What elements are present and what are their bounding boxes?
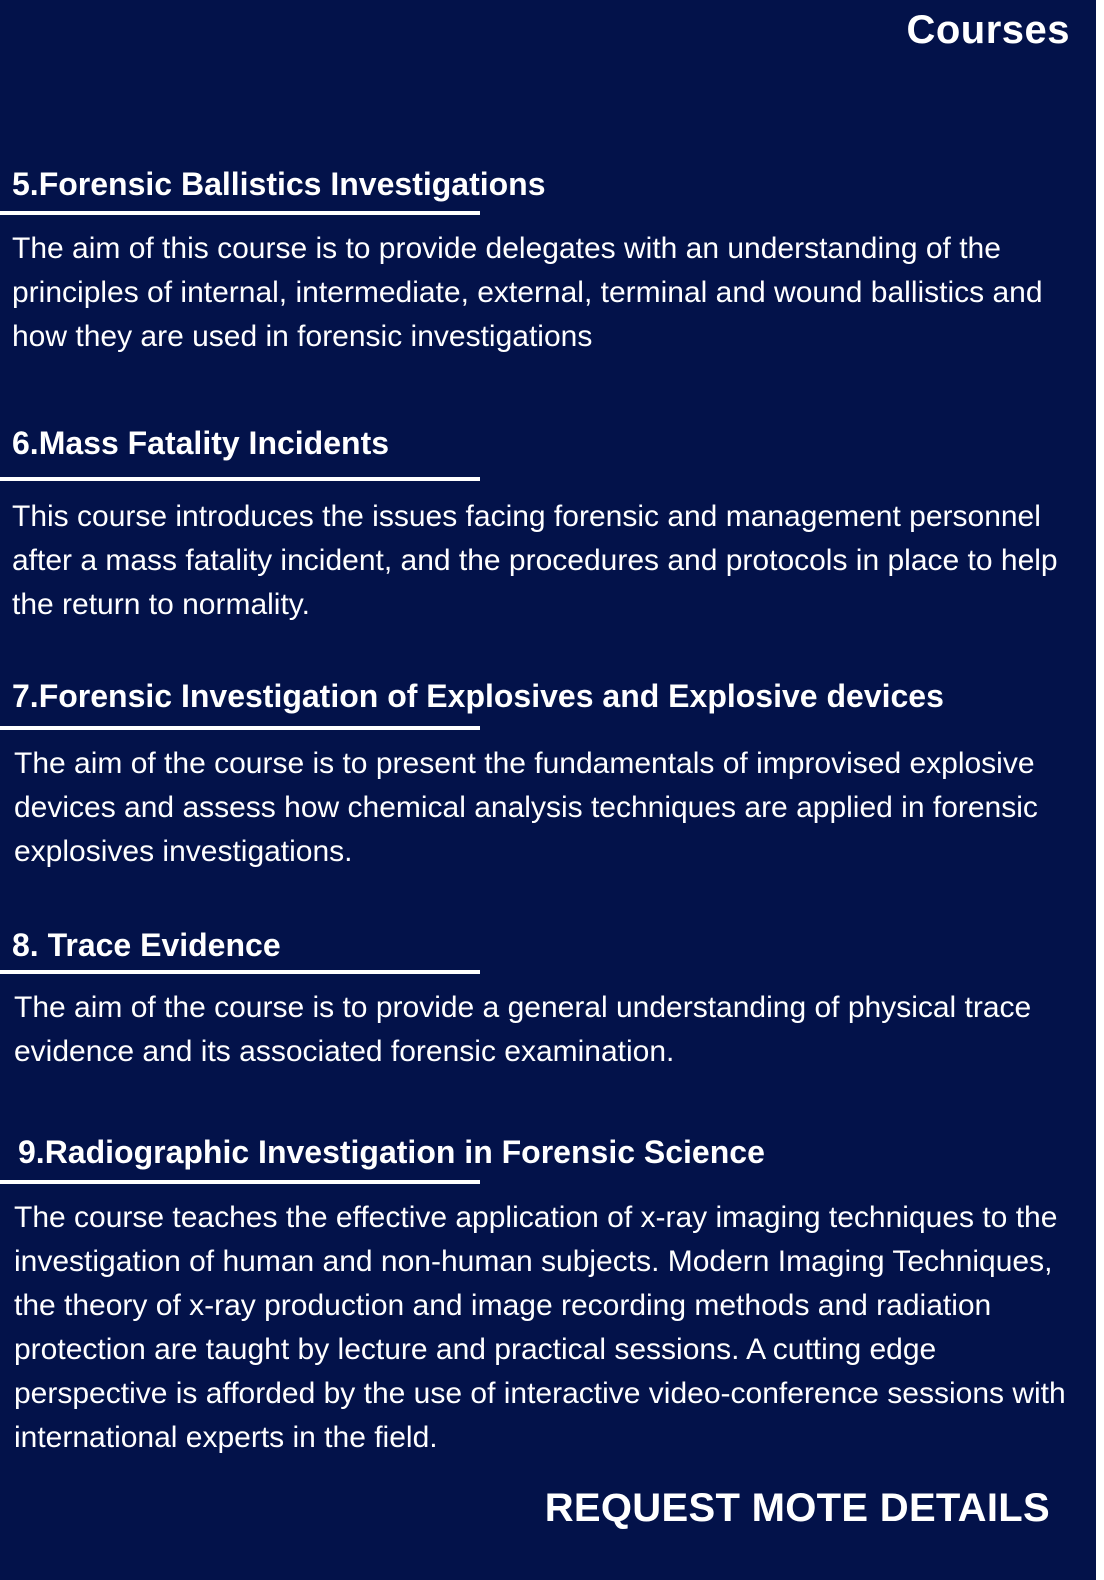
course-description: The course teaches the effective application of x-ray imaging techniques to the investigation of human and non-human subjects. Modern Imaging Techniques, the theory of x-ray production and image recording methods and radiation protection are taught by lecture and practical sessions. A cutting edge perspective is afforded by the use of interactive video-conference sessions with international experts in the field. <box>14 1201 1066 1454</box>
course-description: The aim of this course is to provide delegates with an understanding of the principles of internal, intermediate, external, terminal and wound ballistics and how they are used in forensic investigations <box>12 232 1043 353</box>
course-title: 8. Trace Evidence <box>12 927 281 963</box>
course-section-trace-evidence <box>0 925 1096 1074</box>
course-title: 9.Radiographic Investigation in Forensic Science <box>18 1134 765 1170</box>
course-section-radiographic <box>0 1132 1096 1460</box>
course-title: 5.Forensic Ballistics Investigations <box>12 166 546 202</box>
course-title: 7.Forensic Investigation of Explosives and Explosive devices <box>12 678 944 714</box>
course-section-explosives <box>0 676 1096 874</box>
title-underline <box>0 726 480 730</box>
course-section-mass-fatality <box>0 423 1096 627</box>
request-more-details-button[interactable]: REQUEST MOTE DETAILS <box>544 1486 1050 1530</box>
course-title: 6.Mass Fatality Incidents <box>12 425 390 461</box>
page-title: Courses <box>906 8 1070 52</box>
title-underline <box>0 211 480 215</box>
title-underline <box>0 477 480 481</box>
course-description: The aim of the course is to present the fundamentals of improvised explosive devices and assess how chemical analysis techniques are applied in forensic explosives investigations. <box>14 747 1038 868</box>
course-section-ballistics <box>0 164 1096 359</box>
course-description: This course introduces the issues facing forensic and management personnel after a mass fatality incident, and the procedures and protocols in place to help the return to normality. <box>12 500 1058 621</box>
course-description: The aim of the course is to provide a general understanding of physical trace evidence and its associated forensic examination. <box>14 991 1032 1068</box>
title-underline <box>0 1180 480 1184</box>
title-underline <box>0 970 480 974</box>
